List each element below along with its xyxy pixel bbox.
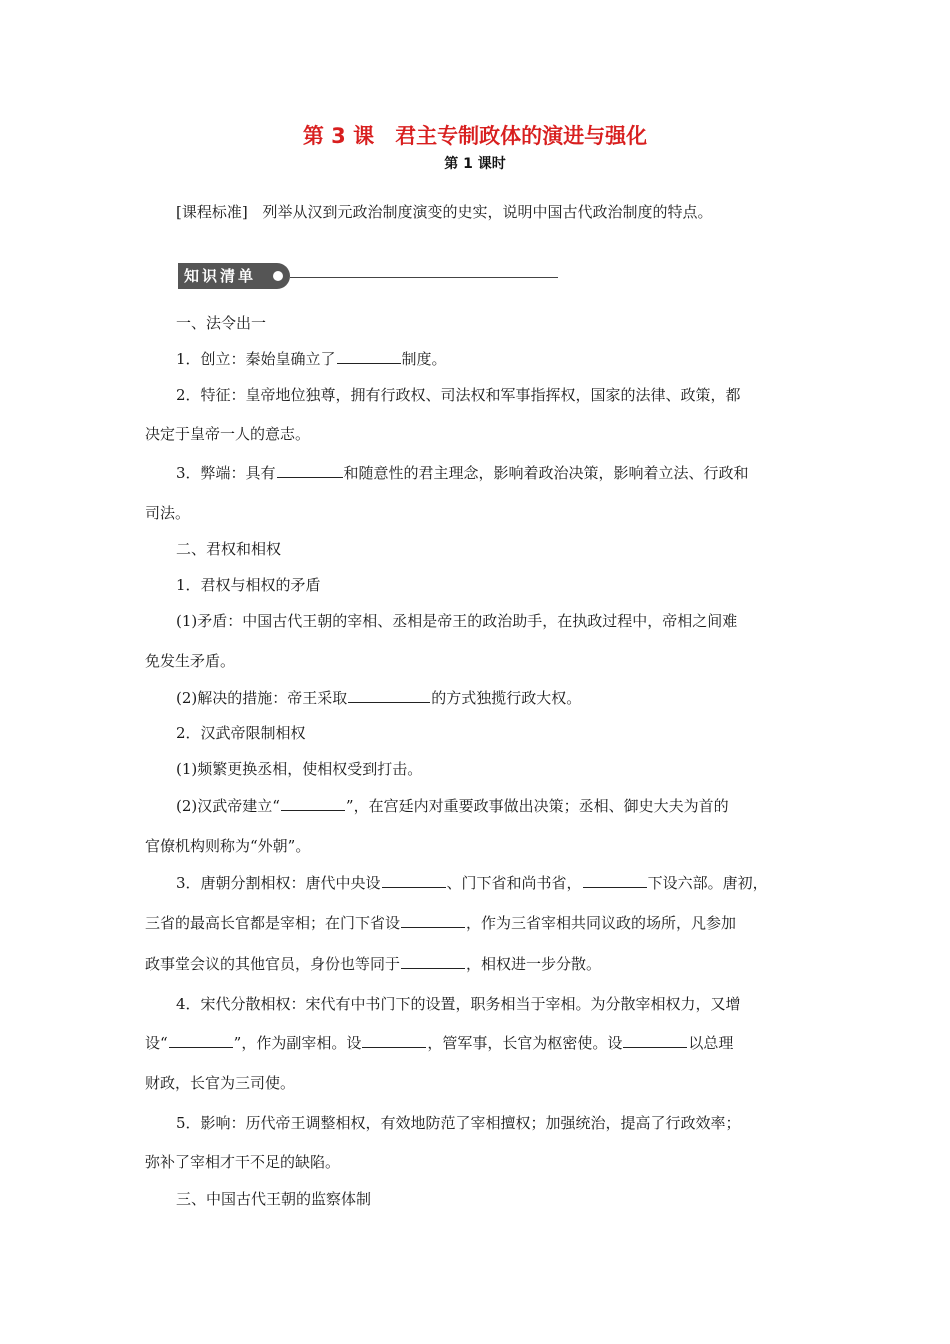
text-segment: 3．唐朝分割相权：唐代中央设 [176,874,381,892]
text-line [176,538,281,560]
text-line [176,993,741,1015]
fill-in-blank[interactable] [401,954,465,969]
fill-in-blank[interactable] [583,873,647,888]
text-line [176,795,729,817]
text-line [176,312,266,334]
text-segment: 设“ [145,1034,168,1052]
text-segment: ，管军事，长官为枢密使。设 [427,1034,623,1052]
text-segment: 三、中国古代王朝的监察体制 [176,1190,372,1208]
text-line [176,462,749,484]
fill-in-blank[interactable] [382,873,446,888]
text-segment: (2)汉武帝建立“ [176,797,280,815]
text-segment: 司法。 [145,504,191,522]
fill-in-blank[interactable] [169,1033,233,1048]
text-segment: 和随意性的君主理念，影响着政治决策，影响着立法、行政和 [343,464,749,482]
text-segment: 4．宋代分散相权：宋代有中书门下的设置，职务相当于宰相。为分散宰相权力，又增 [176,995,741,1013]
text-segment: ”，在宫廷内对重要政事做出决策；丞相、御史大夫为首的 [345,797,729,815]
fill-in-blank[interactable] [348,688,430,703]
text-line [145,423,310,445]
text-line [176,610,737,632]
banner-divider [290,277,558,278]
curriculum-standard [176,200,713,224]
text-line [176,348,447,370]
text-segment: 二、君权和相权 [176,540,282,558]
text-line [145,835,310,857]
curriculum-standard-text: 列举从汉到元政治制度演变的史实，说明中国古代政治制度的特点。 [262,203,713,221]
text-segment: (2)解决的措施：帝王采取 [176,689,348,707]
fill-in-blank[interactable] [623,1033,687,1048]
text-segment: 1．创立：秦始皇确立了 [176,350,336,368]
text-line [145,650,235,672]
text-segment: (1)频繁更换丞相，使相权受到打击。 [176,760,423,778]
text-segment: 财政，长官为三司使。 [145,1074,296,1092]
fill-in-blank[interactable] [277,463,343,478]
text-line [176,722,306,744]
text-line [145,912,736,934]
text-segment: 、门下省和尚书省， [446,874,582,892]
text-line [176,384,741,406]
text-segment: 3．弊端：具有 [176,464,276,482]
text-line [145,1072,295,1094]
text-line [176,872,768,894]
lesson-title: 第 3 课 君主专制政体的演进与强化 [302,124,648,148]
text-line [176,1112,741,1134]
fill-in-blank[interactable] [281,796,345,811]
text-segment: 下设六部。唐初， [647,874,768,892]
text-segment: 三省的最高长官都是宰相；在门下省设 [145,914,401,932]
lesson-subtitle: 第 1 课时 [444,156,506,172]
curriculum-standard-tag: [课程标准] [176,203,248,221]
text-line [176,758,422,780]
text-segment: ”，作为副宰相。设 [233,1034,362,1052]
text-line [176,574,321,596]
text-segment: 免发生矛盾。 [145,652,236,670]
text-segment: 一、法令出一 [176,314,267,332]
text-segment: 官僚机构则称为“外朝”。 [145,837,311,855]
text-segment: 2．汉武帝限制相权 [176,724,306,742]
fill-in-blank[interactable] [362,1033,426,1048]
text-segment: 政事堂会议的其他官员，身份也等同于 [145,955,401,973]
fill-in-blank[interactable] [401,913,465,928]
text-line [145,953,601,975]
text-segment: 的方式独揽行政大权。 [431,689,582,707]
text-segment: 制度。 [401,350,447,368]
text-segment: ，相权进一步分散。 [466,955,602,973]
section-banner [178,263,558,289]
text-segment: 2．特征：皇帝地位独尊，拥有行政权、司法权和军事指挥权，国家的法律、政策，都 [176,386,741,404]
section-banner-label: 知识清单 [178,263,290,289]
text-segment: 1．君权与相权的矛盾 [176,576,321,594]
banner-dot-icon [273,271,283,281]
text-line [145,1151,340,1173]
text-segment: 弥补了宰相才干不足的缺陷。 [145,1153,341,1171]
text-segment: (1)矛盾：中国古代王朝的宰相、丞相是帝王的政治助手，在执政过程中，帝相之间难 [176,612,738,630]
text-line [176,1188,371,1210]
text-segment: 5．影响：历代帝王调整相权，有效地防范了宰相擅权；加强统治，提高了行政效率； [176,1114,741,1132]
fill-in-blank[interactable] [337,349,401,364]
text-segment: 决定于皇帝一人的意志。 [145,425,311,443]
text-line [145,502,190,524]
text-line [145,1032,733,1054]
text-segment: ，作为三省宰相共同议政的场所，凡参加 [466,914,737,932]
text-segment: 以总理 [688,1034,734,1052]
text-line [176,687,581,709]
